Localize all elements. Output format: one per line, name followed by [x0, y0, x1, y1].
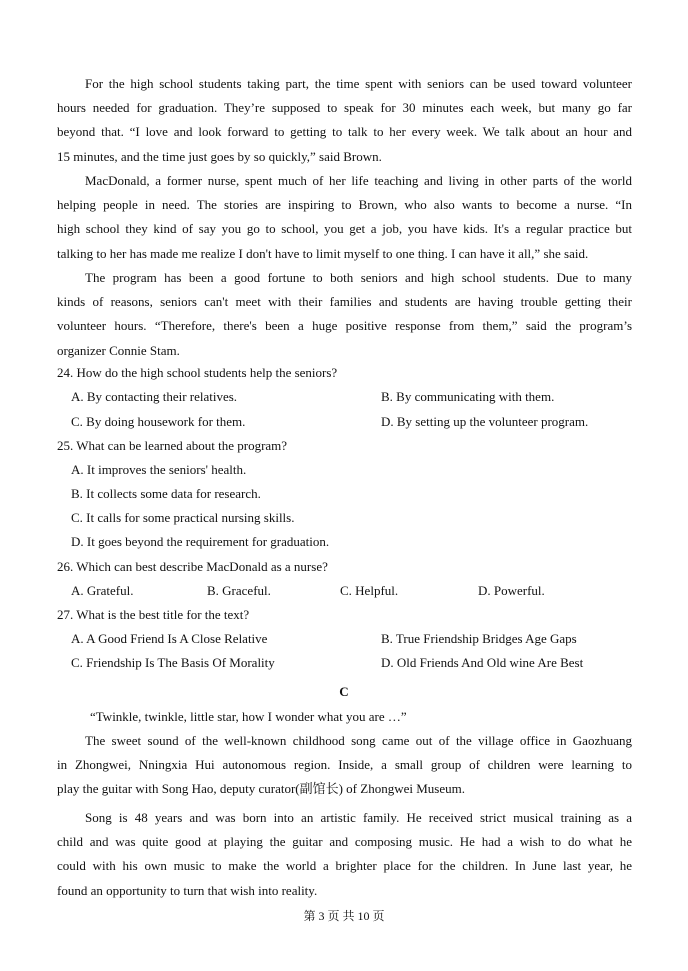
text-line: play the guitar with Song Hao, deputy curator(副馆长) of Zhongwei Museum. — [57, 781, 465, 797]
question-24-stem: 24. How do the high school students help the seniors? — [57, 365, 338, 380]
question-27-option-b: B. True Friendship Bridges Age Gaps — [381, 631, 577, 646]
question-27-option-c: C. Friendship Is The Basis Of Morality — [71, 655, 275, 670]
section-c-paragraph-2 — [57, 806, 632, 903]
passage-b-paragraph-1 — [57, 72, 632, 169]
text-line: in Zhongwei, Nningxia Hui autonomous region. Inside, a small group of children were learning to — [57, 757, 632, 773]
text-line: high school they kind of say you go to school, you get a job, you have kids. It's a regular practice but — [57, 221, 632, 237]
question-26-option-a: A. Grateful. — [71, 583, 134, 598]
question-27-stem: 27. What is the best title for the text? — [57, 607, 250, 622]
text-line: beyond that. “I love and look forward to getting to talk to her every week. We talk about an hour and — [57, 124, 632, 140]
question-25-option-c: C. It calls for some practical nursing skills. — [71, 510, 295, 525]
text-line: could with his own music to make the world a brighter place for the children. In June last year, he — [57, 858, 632, 874]
text-line: 15 minutes, and the time just goes by so quickly,” said Brown. — [57, 148, 382, 164]
question-26-stem: 26. Which can best describe MacDonald as a nurse? — [57, 559, 328, 574]
song-quote: “Twinkle, twinkle, little star, how I wonder what you are …” — [90, 709, 407, 724]
text-line: The program has been a good fortune to both seniors and high school students. Due to many — [85, 270, 632, 285]
text-line: MacDonald, a former nurse, spent much of her life teaching and living in other parts of the world — [85, 173, 632, 188]
text-line: kinds of reasons, seniors can't meet with their families and students are having trouble getting their — [57, 294, 632, 310]
question-27-option-d: D. Old Friends And Old wine Are Best — [381, 655, 584, 670]
section-c-paragraph-1 — [57, 729, 632, 802]
text-line: For the high school students taking part, the time spent with seniors can be used toward volunteer — [85, 76, 632, 91]
text-line: Song is 48 years and was born into an artistic family. He received strict musical training as a — [85, 810, 632, 825]
question-25-stem: 25. What can be learned about the program? — [57, 438, 288, 453]
text-line: organizer Connie Stam. — [57, 342, 180, 358]
question-27-option-a: A. A Good Friend Is A Close Relative — [71, 631, 268, 646]
text-line: found an opportunity to turn that wish into reality. — [57, 882, 318, 898]
text-line: talking to her has made me realize I don't have to limit myself to one thing. I can have it all,” she said. — [57, 245, 589, 261]
passage-b-paragraph-3 — [57, 266, 632, 363]
question-24-option-a: A. By contacting their relatives. — [71, 389, 238, 404]
question-24-option-d: D. By setting up the volunteer program. — [381, 414, 589, 429]
text-line: hours needed for graduation. They’re supposed to speak for 30 minutes each week, but many go far — [57, 100, 632, 116]
question-26-option-b: B. Graceful. — [207, 583, 271, 598]
question-25-option-a: A. It improves the seniors' health. — [71, 462, 247, 477]
text-line: volunteer hours. “Therefore, there's been a huge positive response from them,” said the program’s — [57, 318, 632, 334]
section-heading: C — [339, 684, 349, 699]
page-number-footer: 第 3 页 共 10 页 — [303, 909, 385, 923]
question-26-option-c: C. Helpful. — [340, 583, 399, 598]
question-26-option-d: D. Powerful. — [478, 583, 545, 598]
passage-b-paragraph-2 — [57, 169, 632, 266]
text-line: child and was quite good at playing the guitar and composing music. He had a wish to do what he — [57, 834, 632, 850]
text-line: The sweet sound of the well-known childhood song came out of the village office in Gaozhuang — [85, 733, 632, 748]
question-25-option-b: B. It collects some data for research. — [71, 486, 261, 501]
question-24-option-c: C. By doing housework for them. — [71, 414, 246, 429]
question-25-option-d: D. It goes beyond the requirement for graduation. — [71, 534, 330, 549]
text-line: helping people in need. The stories are inspiring to Brown, who also wants to become a nurse. “In — [57, 197, 632, 213]
question-24-option-b: B. By communicating with them. — [381, 389, 555, 404]
